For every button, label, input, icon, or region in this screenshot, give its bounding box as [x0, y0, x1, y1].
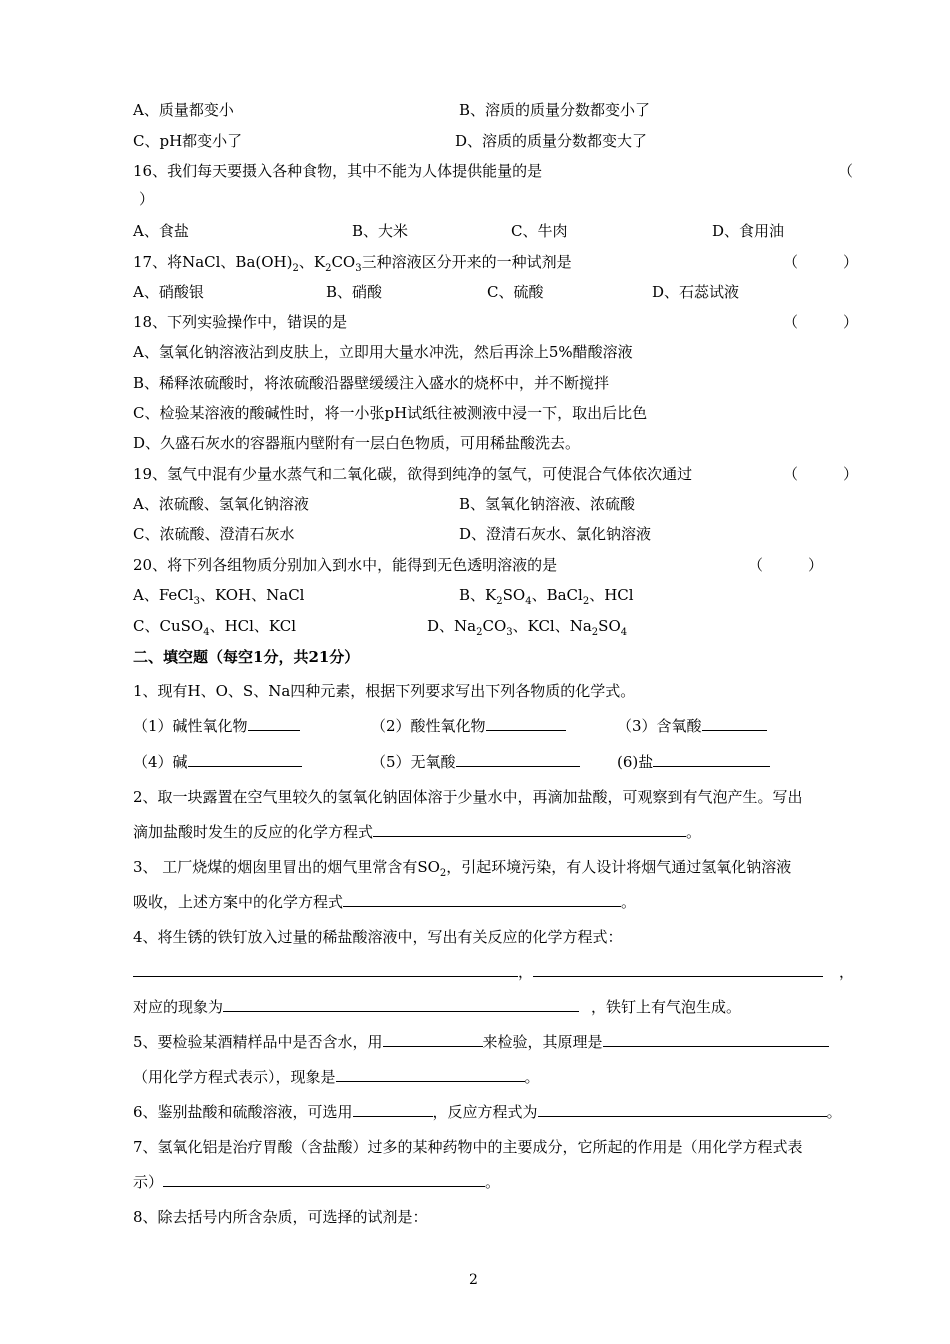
fill-1-item-3: （3）含氧酸 — [617, 716, 767, 736]
q20-stem: 20、将下列各组物质分别加入到水中，能得到无色透明溶液的是 — [133, 556, 558, 574]
fill-4-equations: ， ， — [133, 962, 854, 982]
answer-blank[interactable] — [373, 822, 686, 837]
fill-2-line-2: 滴加盐酸时发生的反应的化学方程式 。 — [133, 823, 702, 841]
fill-1-item-2: （2）酸性氧化物 — [371, 716, 566, 736]
q19-option-b: B、氢氧化钠溶液、浓硫酸 — [459, 495, 636, 513]
q16-paren-open: （ — [838, 162, 854, 180]
answer-blank[interactable] — [538, 1102, 827, 1117]
answer-blank[interactable] — [486, 716, 566, 731]
q19-option-c: C、浓硫酸、澄清石灰水 — [133, 525, 295, 543]
q17-answer-paren: （ ） — [783, 253, 859, 271]
q15-option-b: B、溶质的质量分数都变小了 — [459, 101, 651, 119]
fill-1-item-6: (6)盐 — [617, 752, 770, 772]
q18-option-d: D、久盛石灰水的容器瓶内壁附有一层白色物质，可用稀盐酸洗去。 — [133, 434, 581, 452]
fill-1-item-1: （1）碱性氧化物 — [133, 716, 300, 736]
fill-3-line-1: 3、 工厂烧煤的烟囱里冒出的烟气里常含有$SO_2$，引起环境污染，有人设计将烟气通过氢氧化钠溶液 — [133, 858, 792, 879]
q15-option-d: D、溶质的质量分数都变大了 — [455, 132, 648, 150]
answer-blank[interactable] — [653, 752, 770, 767]
q17-option-a: A、硝酸银 — [133, 283, 204, 301]
answer-blank[interactable] — [702, 716, 767, 731]
q20-option-a: A、FeCl$_3$、KOH、NaCl — [133, 586, 305, 607]
answer-blank[interactable] — [456, 752, 580, 767]
q19-option-a: A、浓硫酸、氢氧化钠溶液 — [133, 495, 309, 513]
fill-1-stem: 1、现有H、O、S、Na四种元素，根据下列要求写出下列各物质的化学式。 — [133, 682, 636, 700]
q17-stem: 17、将NaCl、$Ba(OH)_2$、$K_2CO_3$三种溶液区分开来的一种试剂是 — [133, 253, 572, 274]
fill-6-line: 6、鉴别盐酸和硫酸溶液，可选用 ，反应方程式为 。 — [133, 1103, 842, 1121]
answer-blank[interactable] — [533, 962, 823, 977]
q18-option-b: B、稀释浓硫酸时，将浓硫酸沿器壁缓缓注入盛水的烧杯中，并不断搅拌 — [133, 374, 610, 392]
q19-option-d: D、澄清石灰水、氯化钠溶液 — [459, 525, 652, 543]
q20-answer-paren: （ ） — [748, 556, 824, 574]
fill-5-line-2: （用化学方程式表示），现象是 。 — [133, 1068, 540, 1086]
q15-option-a: A、质量都变小 — [133, 101, 234, 119]
q16-option-d: D、食用油 — [712, 222, 785, 240]
q19-stem: 19、氢气中混有少量水蒸气和二氧化碳，欲得到纯净的氢气，可使混合气体依次通过 — [133, 465, 693, 483]
answer-blank[interactable] — [383, 1032, 483, 1047]
q19-answer-paren: （ ） — [783, 465, 859, 483]
q16-option-c: C、牛肉 — [511, 222, 568, 240]
q16-option-b: B、大米 — [352, 222, 409, 240]
answer-blank[interactable] — [133, 962, 518, 977]
fill-2-line-1: 2、取一块露置在空气里较久的氢氧化钠固体溶于少量水中，再滴加盐酸，可观察到有气泡产生。写出 — [133, 788, 803, 806]
q16-stem: 16、我们每天要摄入各种食物，其中不能为人体提供能量的是 — [133, 162, 543, 180]
answer-blank[interactable] — [163, 1172, 485, 1187]
fill-7-line-1: 7、氢氧化铝是治疗胃酸（含盐酸）过多的某种药物中的主要成分，它所起的作用是（用化学方程式表 — [133, 1138, 803, 1156]
q17-option-c: C、硫酸 — [487, 283, 544, 301]
fill-4-phenomenon: 对应的现象为 ，铁钉上有气泡生成。 — [133, 998, 742, 1016]
section-2-title: 二、填空题（每空1分，共21分） — [133, 648, 360, 666]
fill-5-line-1: 5、要检验某酒精样品中是否含水，用 来检验，其原理是 — [133, 1032, 829, 1052]
fill-1-item-5: （5）无氧酸 — [371, 752, 580, 772]
answer-blank[interactable] — [223, 997, 579, 1012]
fill-8-stem: 8、除去括号内所含杂质，可选择的试剂是： — [133, 1208, 428, 1226]
page-number: 2 — [469, 1272, 478, 1288]
q20-option-d: D、$Na_2CO_3$、KCl、$Na_2SO_4$ — [427, 617, 628, 638]
fill-1-item-4: （4）碱 — [133, 752, 302, 772]
fill-7-line-2: 示） 。 — [133, 1173, 501, 1191]
answer-blank[interactable] — [188, 752, 302, 767]
fill-3-line-2: 吸收，上述方案中的化学方程式 。 — [133, 893, 637, 911]
q17-option-b: B、硝酸 — [326, 283, 383, 301]
answer-blank[interactable] — [343, 892, 621, 907]
q16-option-a: A、食盐 — [133, 222, 189, 240]
answer-blank[interactable] — [353, 1102, 433, 1117]
q18-option-c: C、检验某溶液的酸碱性时，将一小张pH试纸往被测液中浸一下，取出后比色 — [133, 404, 648, 422]
q18-option-a: A、氢氧化钠溶液沾到皮肤上，立即用大量水冲洗，然后再涂上5%醋酸溶液 — [133, 343, 633, 361]
answer-blank[interactable] — [248, 716, 300, 731]
q20-option-b: B、$K_2SO_4$、BaCl$_2$、HCl — [459, 586, 634, 607]
answer-blank[interactable] — [336, 1067, 525, 1082]
q16-paren-close: ） — [139, 190, 155, 208]
q18-stem: 18、下列实验操作中，错误的是 — [133, 313, 348, 331]
answer-blank[interactable] — [603, 1032, 829, 1047]
fill-4-stem: 4、将生锈的铁钉放入过量的稀盐酸溶液中，写出有关反应的化学方程式： — [133, 928, 623, 946]
q15-option-c: C、pH都变小了 — [133, 132, 243, 150]
q20-option-c: C、CuSO$_4$、HCl、KCl — [133, 617, 297, 638]
q18-answer-paren: （ ） — [783, 313, 859, 331]
q17-option-d: D、石蕊试液 — [652, 283, 740, 301]
